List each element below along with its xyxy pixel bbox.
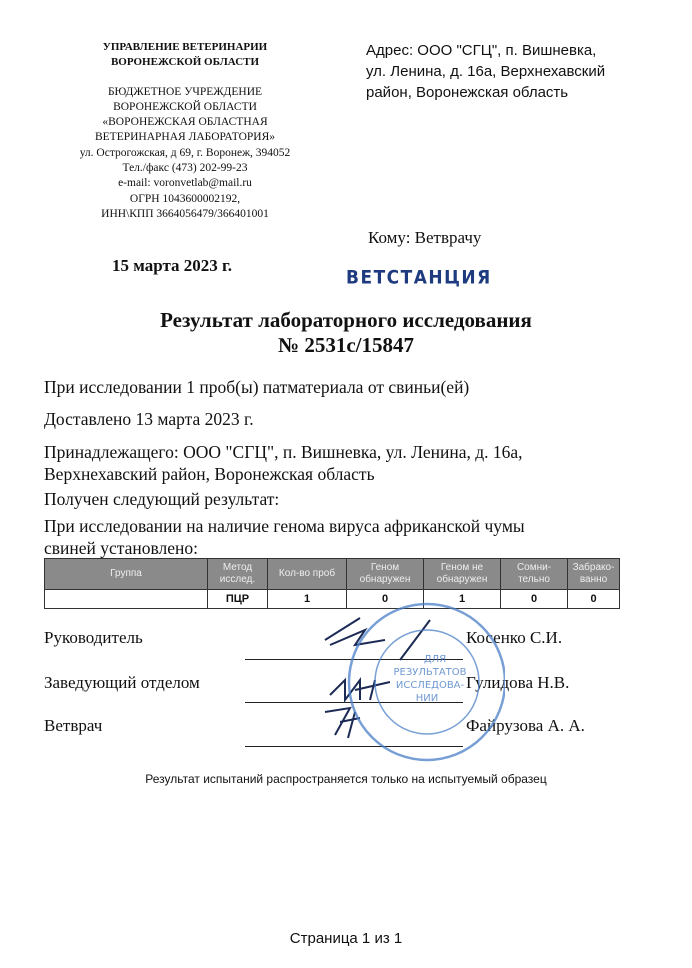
org-line: ВОРОНЕЖСКОЙ ОБЛАСТИ: [110, 56, 260, 69]
org-line: ИНН\КПП 3664056479/366401001: [101, 207, 269, 220]
cell: 0: [501, 590, 568, 609]
owner-line: Принадлежащего: ООО "СГЦ", п. Вишневка, ул. Ленина, д. 16а,: [44, 442, 523, 462]
signature-role: Ветврач: [44, 716, 103, 735]
org-line: e-mail: voronvetlab@mail.ru: [118, 177, 252, 190]
cell: ПЦР: [208, 590, 268, 609]
owner-line: Верхнехавский район, Воронежская область: [44, 464, 375, 484]
organization-header: [40, 40, 330, 222]
signature-role: Руководитель: [44, 628, 143, 647]
result-line: При исследовании на наличие генома вируса африканской чумы: [44, 516, 525, 536]
recipient: Кому: Ветврачу: [368, 228, 482, 247]
result-intro: Получен следующий результат:: [44, 489, 280, 509]
col-method: Метод исслед.: [208, 559, 268, 590]
result-description: [44, 515, 664, 559]
recipient-address: [366, 40, 666, 103]
round-seal: [335, 590, 505, 765]
org-line: УПРАВЛЕНИЕ ВЕТЕРИНАРИИ: [102, 41, 268, 53]
cell: 1: [268, 590, 347, 609]
cell: 1: [424, 590, 501, 609]
seal-text: РЕЗУЛЬТАТОВ: [393, 667, 467, 678]
org-line: «ВОРОНЕЖСКАЯ ОБЛАСТНАЯ: [102, 116, 268, 129]
owner-text: [44, 441, 664, 485]
col-group: Группа: [45, 559, 208, 590]
address-line: ул. Ленина, д. 16а, Верхнехавский: [366, 63, 606, 80]
cell: [45, 590, 208, 609]
page-number: Страница 1 из 1: [289, 930, 403, 947]
table-header-row: [45, 559, 620, 590]
footer-note: Результат испытаний распространяется только на испытуемый образец: [145, 772, 547, 786]
org-line: ВЕТЕРИНАРНАЯ ЛАБОРАТОРИЯ»: [94, 131, 276, 144]
cell: 0: [347, 590, 424, 609]
org-line: ВОРОНЕЖСКОЙ ОБЛАСТИ: [113, 100, 257, 113]
delivered-text: Доставлено 13 марта 2023 г.: [44, 409, 254, 429]
document-title: [0, 308, 692, 358]
col-count: Кол-во проб: [268, 559, 347, 590]
document-date: 15 марта 2023 г.: [112, 256, 233, 275]
document-number: № 2531с/15847: [277, 333, 414, 357]
title-line: Результат лабораторного исследования: [160, 308, 532, 332]
result-line: свиней установлено:: [44, 538, 199, 558]
col-not-detected: Геном не обнаружен: [424, 559, 501, 590]
signature-name: Косенко С.И.: [466, 628, 563, 647]
seal-text: НИИ: [415, 693, 439, 704]
org-line: ул. Острогожская, д 69, г. Воронеж, 394052: [79, 146, 291, 159]
org-line: Тел./факс (473) 202-99-23: [122, 162, 248, 175]
address-line: район, Воронежская область: [366, 84, 569, 101]
org-line: ОГРН 1043600002192,: [129, 192, 241, 205]
seal-text: ИССЛЕДОВА-: [395, 680, 465, 691]
vetstation-stamp: ВЕТСТАНЦИЯ: [346, 267, 492, 289]
col-detected: Геном обнаружен: [347, 559, 424, 590]
signature-name: Файрузова А. А.: [466, 716, 585, 735]
address-line: Адрес: ООО "СГЦ", п. Вишневка,: [366, 42, 597, 59]
samples-text: При исследовании 1 проб(ы) патматериала от свиньи(ей): [44, 377, 470, 397]
signature-name: Гулидова Н.В.: [466, 673, 570, 692]
cell: 0: [568, 590, 620, 609]
org-line: БЮДЖЕТНОЕ УЧРЕЖДЕНИЕ: [107, 85, 263, 98]
col-rejected: Забрако-ванно: [568, 559, 620, 590]
col-doubtful: Сомни-тельно: [501, 559, 568, 590]
signature-role: Заведующий отделом: [44, 673, 200, 692]
seal-text: ДЛЯ: [423, 654, 447, 665]
